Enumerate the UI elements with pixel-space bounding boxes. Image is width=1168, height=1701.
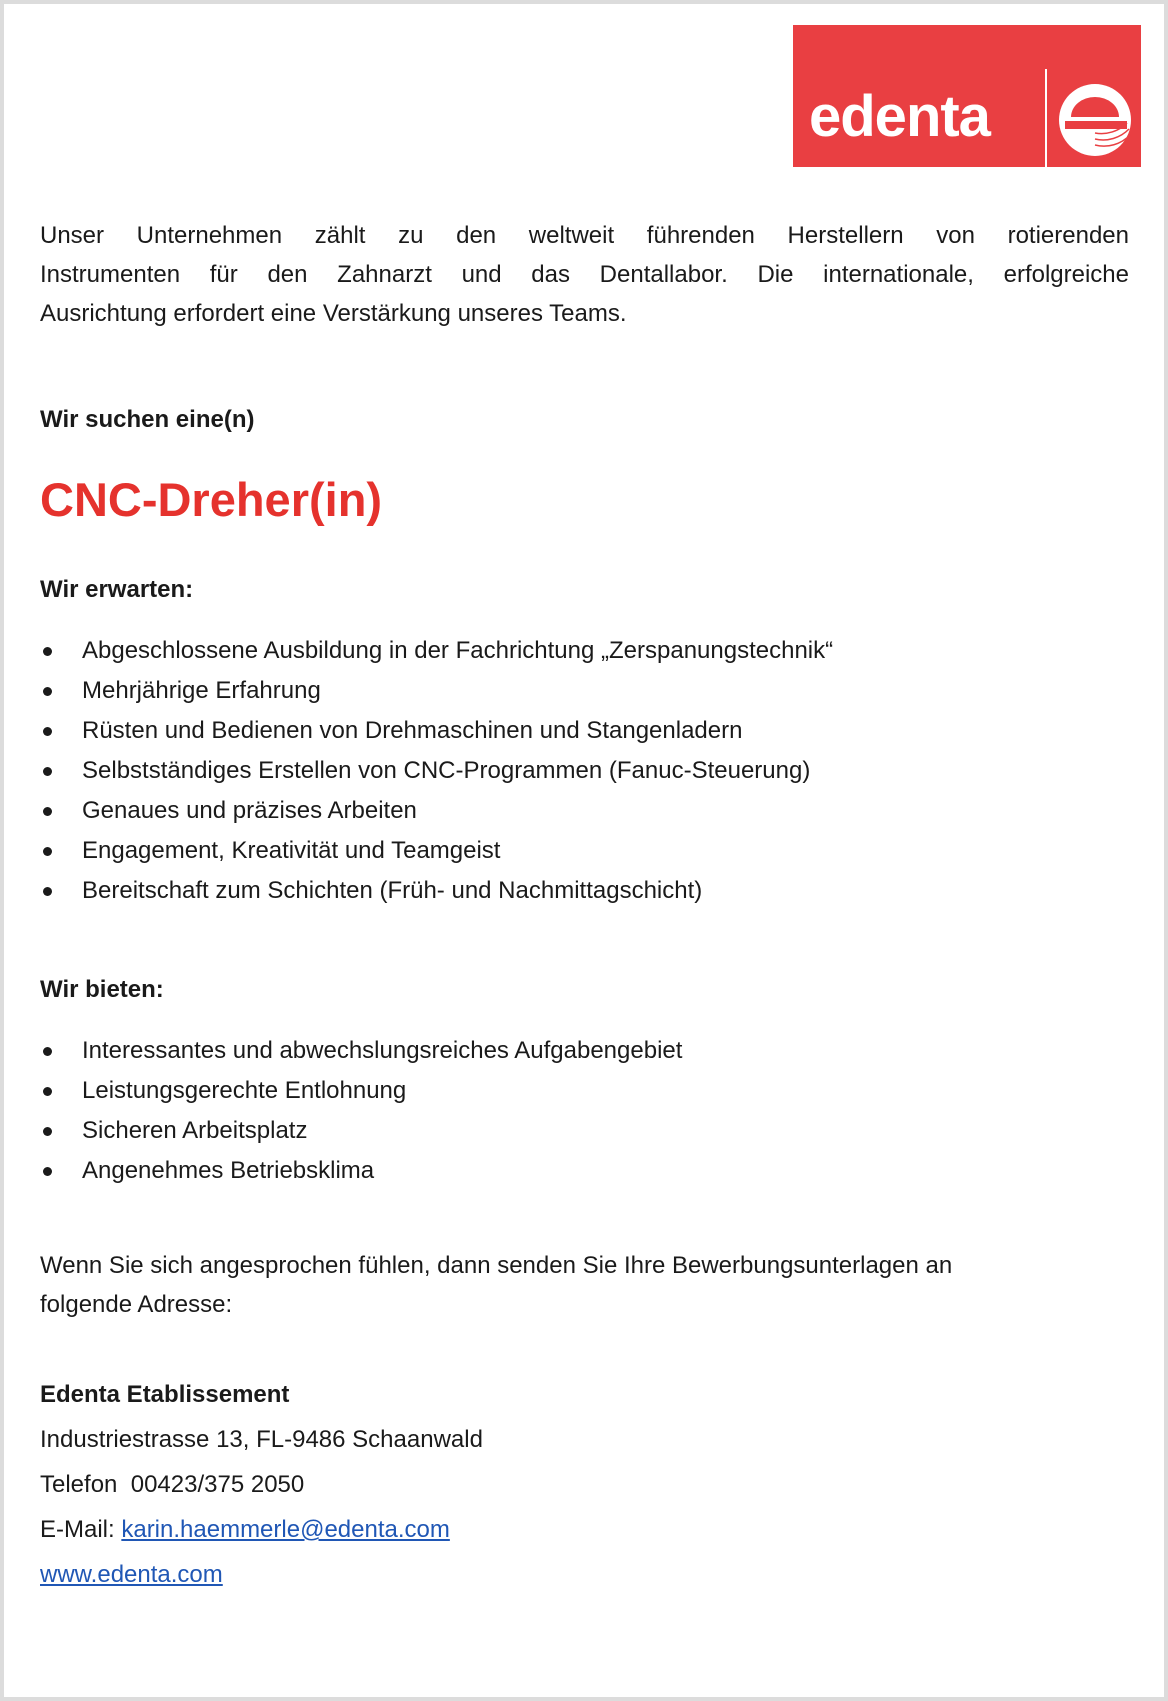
list-item-text: Mehrjährige Erfahrung bbox=[82, 677, 321, 704]
bullet-icon bbox=[43, 1167, 52, 1176]
offer-heading: Wir bieten: bbox=[40, 976, 164, 1003]
list-item bbox=[0, 1031, 682, 1071]
list-item bbox=[0, 671, 833, 711]
logo-wordmark: edenta bbox=[809, 84, 990, 149]
bullet-icon bbox=[43, 1127, 52, 1136]
company-phone: Telefon 00423/375 2050 bbox=[40, 1471, 305, 1498]
bullet-icon bbox=[43, 727, 52, 736]
bullet-icon bbox=[43, 767, 52, 776]
job-title: CNC-Dreher(in) bbox=[40, 473, 383, 526]
company-name: Edenta Etablissement bbox=[40, 1381, 290, 1408]
company-address: Industriestrasse 13, FL-9486 Schaanwald bbox=[40, 1426, 483, 1453]
email-label: E-Mail: bbox=[40, 1516, 122, 1543]
logo-divider bbox=[1045, 69, 1047, 167]
apply-line: Wenn Sie sich angesprochen fühlen, dann senden Sie Ihre Bewerbungsunterlagen an bbox=[40, 1252, 953, 1279]
bullet-icon bbox=[43, 807, 52, 816]
list-item bbox=[0, 1071, 682, 1111]
bullet-icon bbox=[43, 687, 52, 696]
list-item bbox=[0, 1111, 682, 1151]
list-item bbox=[0, 831, 833, 871]
list-item-text: Angenehmes Betriebsklima bbox=[82, 1157, 375, 1184]
bullet-icon bbox=[43, 847, 52, 856]
apply-line: folgende Adresse: bbox=[40, 1291, 233, 1318]
list-item-text: Bereitschaft zum Schichten (Früh- und Nachmittagschicht) bbox=[82, 877, 703, 904]
list-item bbox=[0, 791, 833, 831]
list-item-text: Rüsten und Bedienen von Drehmaschinen und Stangenladern bbox=[82, 717, 743, 744]
list-item-text: Leistungsgerechte Entlohnung bbox=[82, 1077, 407, 1104]
list-item bbox=[0, 871, 833, 911]
email-row bbox=[40, 1507, 483, 1552]
bullet-icon bbox=[43, 887, 52, 896]
intro-paragraph bbox=[40, 216, 1129, 333]
list-item bbox=[0, 711, 833, 751]
website-link[interactable]: www.edenta.com bbox=[40, 1561, 223, 1588]
list-item-text: Sicheren Arbeitsplatz bbox=[82, 1117, 308, 1144]
expect-list bbox=[0, 631, 833, 911]
bullet-icon bbox=[43, 1047, 52, 1056]
list-item-text: Interessantes und abwechslungsreiches Aufgabengebiet bbox=[82, 1037, 683, 1064]
bullet-icon bbox=[43, 1087, 52, 1096]
intro-line: Unser Unternehmen zählt zu den weltweit führenden Herstellern von rotierenden bbox=[40, 222, 1129, 249]
contact-block bbox=[40, 1372, 483, 1597]
list-item-text: Abgeschlossene Ausbildung in der Fachrichtung „Zerspanungstechnik“ bbox=[82, 637, 834, 664]
list-item-text: Selbstständiges Erstellen von CNC-Programmen (Fanuc-Steuerung) bbox=[82, 757, 811, 784]
list-item bbox=[0, 631, 833, 671]
list-item bbox=[0, 751, 833, 791]
seeking-label: Wir suchen eine(n) bbox=[40, 406, 255, 433]
expect-heading: Wir erwarten: bbox=[40, 576, 194, 603]
intro-line: Ausrichtung erfordert eine Verstärkung unseres Teams. bbox=[40, 300, 627, 327]
edenta-logo bbox=[793, 25, 1141, 167]
email-link[interactable]: karin.haemmerle@edenta.com bbox=[121, 1516, 450, 1543]
intro-line: Instrumenten für den Zahnarzt und das Dentallabor. Die internationale, erfolgreiche bbox=[40, 261, 1129, 288]
bullet-icon bbox=[43, 647, 52, 656]
apply-paragraph bbox=[40, 1246, 952, 1324]
list-item bbox=[0, 1151, 682, 1191]
list-item-text: Engagement, Kreativität und Teamgeist bbox=[82, 837, 501, 864]
offer-list bbox=[0, 1031, 682, 1191]
list-item-text: Genaues und präzises Arbeiten bbox=[82, 797, 417, 824]
logo-e-icon bbox=[1055, 81, 1135, 159]
